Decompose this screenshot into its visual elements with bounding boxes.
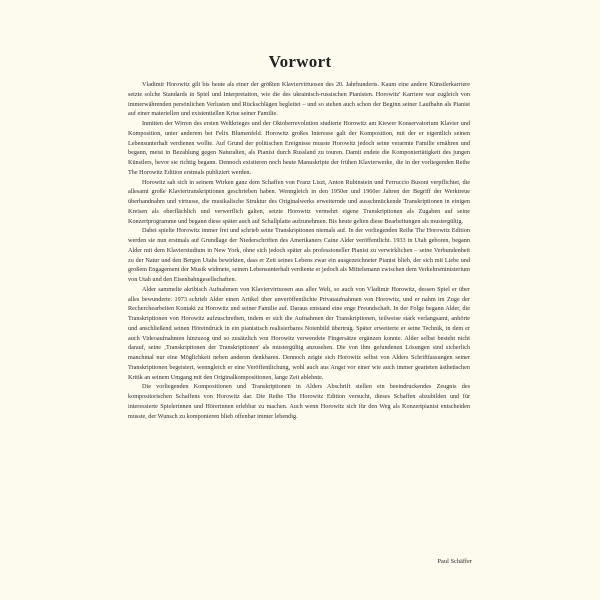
paragraph-5: Alder sammelte akribisch Aufnahmen von Klaviervirtuosen aus aller Welt, so auch von Vladimir Horowitz, dessen Spiel er über alles bewunderte. 1973 schrieb Alder einen Artikel über unveröffentlichte Privataufnahmen von Horowitz, und er nahm im Zuge der Recherchearbeiten Kontakt zu Horowitz und seiner Familie auf. Daraus entstand eine enge Freundschaft. In der Folge begann Alder, die Transkriptionen von Horowitz aufzuschreiben, indem er sich die Aufnahmen der Transkriptionen, teilweise stark verlangsamt, anhörte und anschließend seinen Höreindruck in ein pianistisch realisierbares Notenbild übertrug. Später erweiterte er seine Technik, in dem er auch Videoaufnahmen hinzuzog und so zusätzlich von Horowitz verwendete Fingersätze ergänzen konnte. Alder selbst besteht nicht darauf, seine ‚Transkriptionen der Transkriptionen' als mustergültig anzusehen. Die von ihm gefundenen Lösungen sind sicherlich manchmal nur eine Möglichkeit neben anderen denkbaren. Dennoch zeigte sich Horowitz selbst von Alders Schriftfassungen seiner Transkriptionen begeistert, wenngleich er eine Veröffentlichung, wohl auch aus Angst vor einer wie auch immer gearteten ästhetischen Kritik an seinem Umgang mit den Originalkompositionen, lange Zeit ablehnte. <box>128 285 470 381</box>
page-title: Vorwort <box>268 52 332 72</box>
paragraph-3: Horowitz sah sich in seinem Wirken ganz dem Schaffen von Franz Liszt, Anton Rubinstein und Ferruccio Busoni verpflichtet, die allesamt große Klaviertranskriptionen geschrieben haben. Wenngleich in den 1950er und 1960er Jahren der Begriff der Werktreue überhandnahm und virtuose, die musikalische Struktur des Originalwerks erweiternde und ausschmückende Transkriptionen in einigen Kreisen als oberflächlich und verwerflich galten, setzte Horowitz vermehrt eigene Transkriptionen als Zugaben auf seine Konzertprogramme und begann diese später auch auf Schallplatte aufzunehmen. Bis heute gelten diese Bearbeitungen als mustergültig. <box>128 178 470 225</box>
paragraph-4: Dabei spielte Horowitz immer frei und schrieb seine Transkriptionen niemals auf. In der vorliegenden Reihe The Horowitz Edition werden sie nun erstmals auf Grundlage der Niederschriften des Amerikaners Caine Alder veröffentlicht. 1933 in Utah geboren, begann Alder mit dem Klavierstudium in New York, ohne sich jedoch später als professioneller Pianist zu verwirklichen – seine Verbundenheit zu der Natur und den Bergen Utahs bewirkten, dass er Zeit seines Lebens zwar ein ausgezeichneter Pianist blieb, der sich mit Liebe und großem Engagement der Musik widmete, seinen Lebensunterhalt verdiente er jedoch als Mittelsmann zwischen dem Verkehrsministerium von Utah und den Eisenbahngesellschaften. <box>128 227 470 283</box>
author-signature: Paul Schäffer <box>437 558 472 565</box>
paragraph-2: Inmitten der Wirren des ersten Weltkrieges und der Oktoberrevolution studierte Horowitz am Kiewer Konservatorium Klavier und Komposition, unter anderem bei Felix Blumenfeld. Horowitz großes Interesse galt der Komposition, mit der er eigentlich seinen Lebensunterhalt verdienen wollte. Auf Grund der politischen Ereignisse musste Horowitz jedoch seine verarmte Familie ernähren und begann, meist in Bezahlung gegen Naturalien, als Pianist durch Russland zu touren. Damit endete die Komponiertätigkeit des jungen Künstlers, bevor sie richtig begann. Dennoch existieren noch heute Manuskripte der frühen Klavierwerke, die in der vorliegenden Reihe The Horowitz Edition erstmals publiziert werden. <box>128 120 470 176</box>
paragraph-6: Die vorliegenden Kompositionen und Transkriptionen in Alders Abschrift stellen ein beeindruckendes Zeugnis des kompositorischen Schaffens von Horowitz dar. Die Reihe The Horowitz Edition versucht, dieses Schaffen abzubilden und für interessierte Spielerinnen und Hörerinnen erlebbar zu machen. Auch wenn Horowitz sich für den Weg als Konzertpianist entscheiden musste, der Wunsch zu komponieren blieb offenbar immer lebendig. <box>128 383 470 420</box>
body-text <box>128 80 470 421</box>
paragraph-1: Vladimir Horowitz gilt bis heute als einer der größten Klaviervirtuosen des 20. Jahrhunderts. Kaum eine andere Künstlerkarriere setzte solche Standards in Spiel und Interpretation, wie die des ukrainisch-russischen Pianisten. Horowitz' Karriere war zugleich von immerwährenden persönlichen Verlusten und Rückschlägen begleitet – und so stehen auch schon der Beginn seiner Laufbahn als Pianist auf einer materiellen und existentiellen Krise seiner Familie. <box>128 81 470 118</box>
